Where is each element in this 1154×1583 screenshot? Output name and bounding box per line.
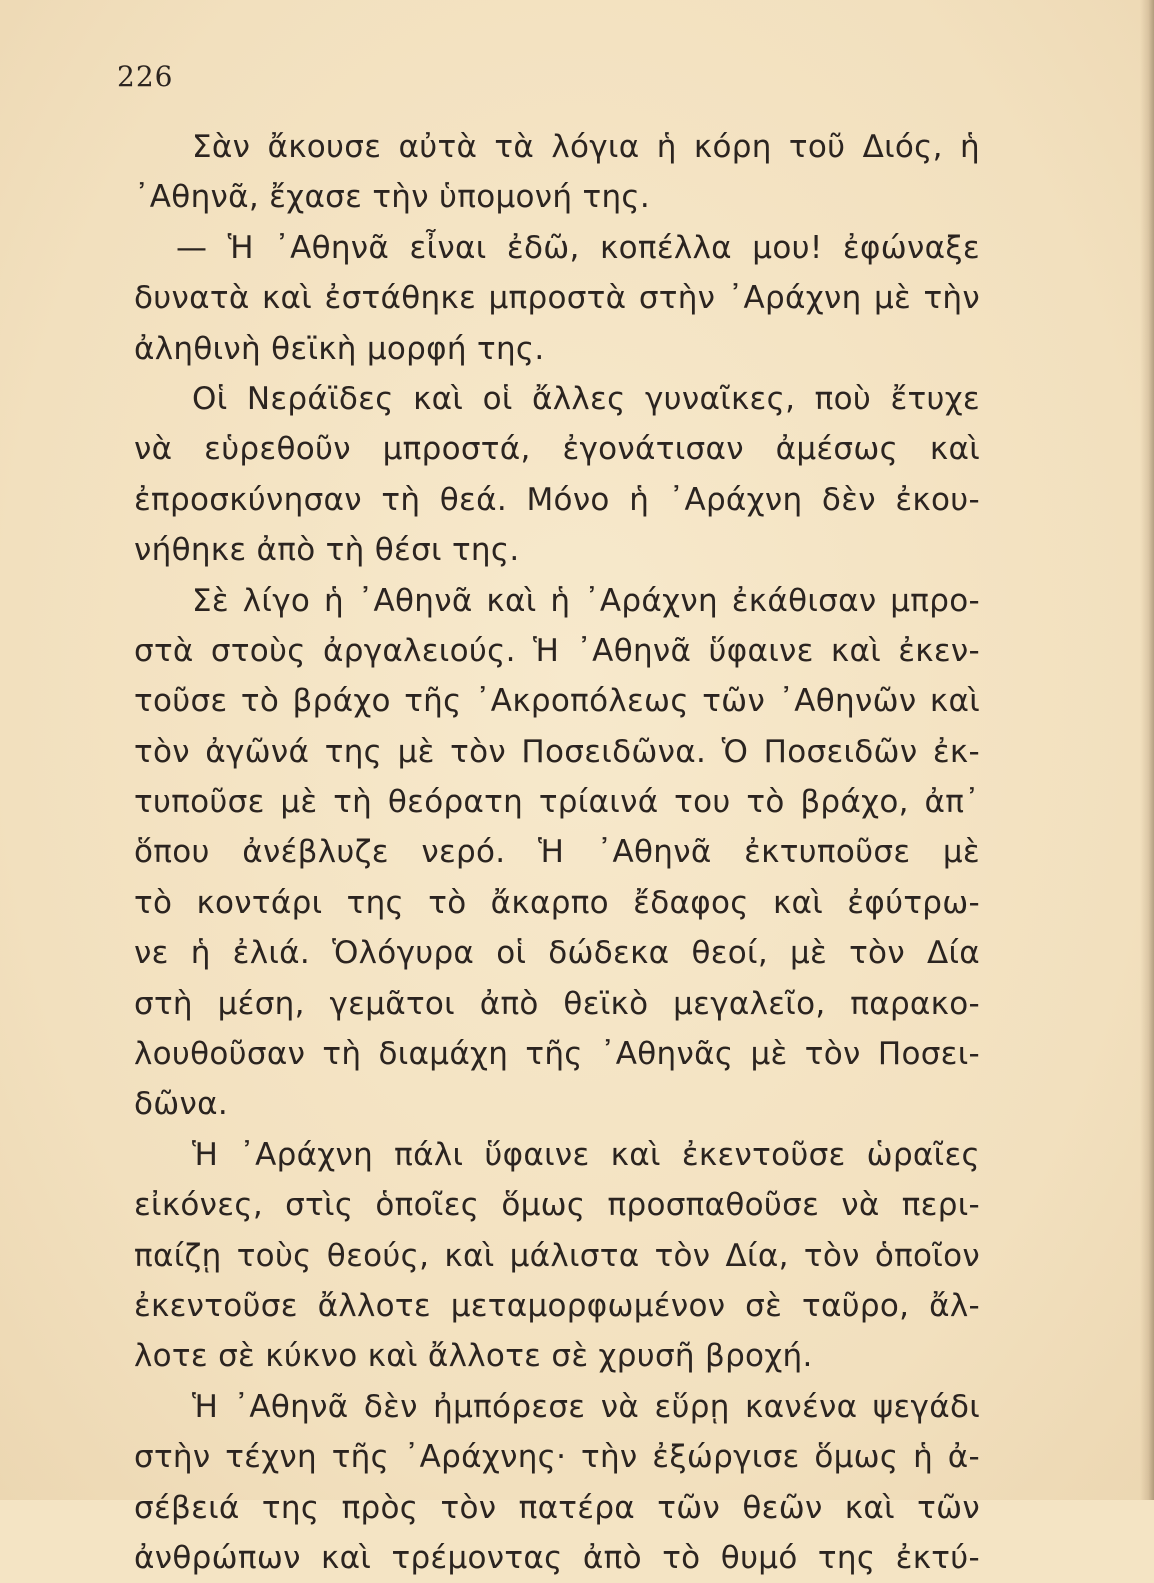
text-line: δῶνα.: [134, 1086, 229, 1123]
text-line: εἰκόνες, στὶς ὁποῖες ὅμως προσπαθοῦσε νὰ περι-: [134, 1187, 980, 1224]
text-line: δυνατὰ καὶ ἐστάθηκε μπροστὰ στὴν ᾿Αράχνη μὲ τὴν: [134, 280, 980, 317]
text-line: Ἡ ᾿Αθηνᾶ δὲν ἠμπόρεσε νὰ εὕρῃ κανένα ψεγάδι: [192, 1388, 980, 1425]
text-line: Σὰν ἄκουσε αὐτὰ τὰ λόγια ἡ κόρη τοῦ Διός, ἡ: [192, 129, 980, 165]
text-line: στὰ στοὺς ἀργαλειούς. Ἡ ᾿Αθηνᾶ ὕφαινε καὶ ἐκεν-: [134, 632, 980, 669]
text-line: στὴ μέση, γεμᾶτοι ἀπὸ θεϊκὸ μεγαλεῖο, παρακο-: [134, 985, 980, 1022]
text-line: τὸν ἀγῶνά της μὲ τὸν Ποσειδῶνα. Ὁ Ποσειδῶν ἐκ-: [134, 733, 980, 770]
text-line: ἐκεντοῦσε ἄλλοτε μεταμορφωμένον σὲ ταῦρο, ἄλ-: [134, 1287, 980, 1324]
text-line: στὴν τέχνη τῆς ᾿Αράχνης· τὴν ἐξώργισε ὅμως ἡ ἀ-: [134, 1439, 980, 1476]
text-line: Σὲ λίγο ἡ ᾿Αθηνᾶ καὶ ἡ ᾿Αράχνη ἐκάθισαν μπρο-: [192, 582, 980, 619]
text-line: ὅπου ἀνέβλυζε νερό. Ἡ ᾿Αθηνᾶ ἐκτυποῦσε μὲ: [134, 834, 980, 871]
text-line: νήθηκε ἀπὸ τὴ θέσι της.: [134, 532, 520, 569]
text-line: τοῦσε τὸ βράχο τῆς ᾿Ακροπόλεως τῶν ᾿Αθηνῶν καὶ: [134, 683, 980, 720]
text-line: νὰ εὑρεθοῦν μπροστά, ἐγονάτισαν ἀμέσως καὶ: [134, 431, 980, 468]
text-line: ἀνθρώπων καὶ τρέμοντας ἀπὸ τὸ θυμό της ἐκτύ-: [134, 1539, 980, 1576]
page-edge-shadow: [1140, 0, 1154, 1500]
text-line: τὸ κοντάρι της τὸ ἄκαρπο ἔδαφος καὶ ἐφύτρω-: [134, 884, 980, 921]
text-line: ᾿Αθηνᾶ, ἔχασε τὴν ὑπομονή της.: [134, 179, 651, 216]
body-text: [134, 122, 980, 1583]
text-line: νε ἡ ἐλιά. Ὁλόγυρα οἱ δώδεκα θεοί, μὲ τὸν Δία: [134, 935, 980, 972]
text-line: σέβειά της πρὸς τὸν πατέρα τῶν θεῶν καὶ τῶν: [134, 1489, 980, 1526]
page-number: 226: [117, 60, 174, 93]
text-line: Ἡ ᾿Αράχνη πάλι ὕφαινε καὶ ἐκεντοῦσε ὡραῖες: [192, 1136, 980, 1173]
text-line: Οἱ Νεράϊδες καὶ οἱ ἄλλες γυναῖκες, ποὺ ἔτυχε: [192, 380, 980, 417]
text-line: ἀληθινὴ θεϊκὴ μορφή της.: [134, 330, 545, 367]
text-line: λοτε σὲ κύκνο καὶ ἄλλοτε σὲ χρυσῆ βροχή.: [134, 1338, 813, 1375]
text-line: — Ἡ ᾿Αθηνᾶ εἶναι ἐδῶ, κοπέλλα μου! ἐφώναξε: [176, 229, 980, 266]
text-line: παίζῃ τοὺς θεούς, καὶ μάλιστα τὸν Δία, τὸν ὁποῖον: [134, 1237, 980, 1274]
text-line: ἐπροσκύνησαν τὴ θεά. Μόνο ἡ ᾿Αράχνη δὲν ἐκου-: [134, 481, 980, 518]
text-line: λουθοῦσαν τὴ διαμάχη τῆς ᾿Αθηνᾶς μὲ τὸν Ποσει-: [134, 1036, 980, 1073]
text-line: τυποῦσε μὲ τὴ θεόρατη τρίαινά του τὸ βράχο, ἀπ᾿: [134, 784, 980, 821]
